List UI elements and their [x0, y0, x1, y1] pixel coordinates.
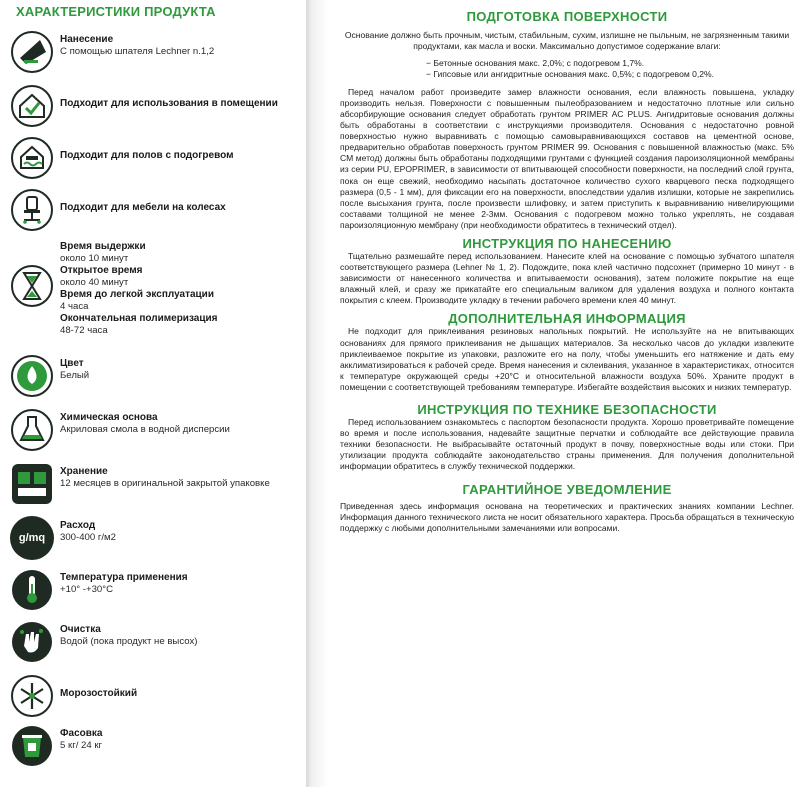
frost-label: Морозостойкий [60, 688, 138, 699]
thermometer-icon [10, 568, 54, 612]
application-label: Нанесение [60, 34, 114, 45]
final-cure-label: Окончательная полимеризация [60, 313, 218, 324]
characteristics-title: ХАРАКТЕРИСТИКИ ПРОДУКТА [16, 4, 216, 19]
indoor-label: Подходит для использования в помещении [60, 98, 278, 109]
heated-floor-icon [10, 136, 54, 180]
consumption-label: Расход [60, 520, 96, 531]
house-check-icon [10, 84, 54, 128]
hand-wash-icon [10, 620, 54, 664]
chairs-label: Подходит для мебели на колесах [60, 202, 226, 213]
hold-time-label: Время выдержки [60, 241, 146, 252]
char-cleaning [10, 620, 306, 668]
snowflake-icon [10, 674, 54, 718]
color-label: Цвет [60, 358, 84, 369]
surface-prep-title: ПОДГОТОВКА ПОВЕРХНОСТИ [466, 9, 668, 24]
cleaning-label: Очистка [60, 624, 101, 635]
bucket-icon [10, 724, 54, 768]
final-cure-value: 48-72 часа [60, 325, 108, 336]
office-chair-icon [10, 188, 54, 232]
char-times [10, 238, 306, 346]
char-chairs [10, 188, 306, 236]
consumption-icon: g/mq [10, 516, 54, 560]
open-time-label: Открытое время [60, 265, 143, 276]
open-time-value: около 40 минут [60, 277, 129, 288]
char-application [10, 30, 306, 78]
flask-icon [10, 408, 54, 452]
additional-info-body: Не подходит для приклеивания резиновых напольных покрытий. Не используйте на не впитывающих основаниях для прямого приклеивания не дышащих материалов. За несколько часов до укладки извлеките приклеиваемое покрытие из упаковки, разложите его на полу, чтобы уменьшить его натяжение и дать ему акклиматизироваться к рабочей среде. Время нанесения и склеивания, указанное в характеристиках, относится к температуре окружающей среды +20°С и относительной влажности воздуха 50%. Храните продукт в помещении с соответствующей требованиям температуре. Избегайте воздействия высоких и низких температур. [340, 326, 794, 392]
trowel-icon [10, 30, 54, 74]
char-color [10, 354, 306, 402]
consumption-value: 300-400 г/м2 [60, 532, 116, 543]
packaging-value: 5 кг/ 24 кг [60, 740, 103, 751]
cleaning-value: Водой (пока продукт не высох) [60, 636, 198, 647]
light-use-value: 4 часа [60, 301, 89, 312]
char-consumption [10, 516, 306, 564]
temperature-label: Температура применения [60, 572, 188, 583]
char-indoor [10, 84, 306, 132]
color-value: Белый [60, 370, 90, 381]
column-divider [306, 0, 328, 787]
warranty-title: ГАРАНТИЙНОЕ УВЕДОМЛЕНИЕ [462, 481, 672, 497]
application-instr-body: Тщательно размешайте перед использованием. Нанесите клей на основание с помощью зубчатого шпателя соответствующего размера (Lehner № 1, 2). Подождите, пока клей частично подсохнет (примерно 10 минут - в зависимости от нанесенного количества и впитываемости основания), затем положите покрытие на еще влажный клей, и сразу же прикатайте его специальным валиком для удаления воздуха и полного контакта покрытия с клеем. Производите укладку в течении рабочего времени клея 40 минут. [340, 251, 794, 306]
safety-title: ИНСТРУКЦИЯ ПО ТЕХНИКЕ БЕЗОПАСНОСТИ [417, 402, 717, 418]
packaging-label: Фасовка [60, 728, 103, 739]
application-instr-title: ИНСТРУКЦИЯ ПО НАНЕСЕНИЮ [462, 236, 672, 251]
list-item: − Бетонные основания макс. 2,0%; с подогревом 1,7%. [426, 58, 645, 69]
hourglass-icon [10, 264, 54, 308]
storage-box-icon [10, 462, 54, 506]
char-underfloor [10, 136, 306, 184]
characteristics-panel [0, 0, 306, 787]
color-drop-icon [10, 354, 54, 398]
chemical-value: Акриловая смола в водной дисперсии [60, 424, 230, 435]
storage-value: 12 месяцев в оригинальной закрытой упаковке [60, 478, 270, 489]
warranty-body: Приведенная здесь информация основана на теоретических и практических знаниях компании Lechner. Информация данного технического листа не носит обязательного характера. Просьба обращаться в техническую поддержку с любыми дополнительными замечаниями или вопросами. [340, 500, 794, 533]
surface-prep-intro: Основание должно быть прочным, чистым, стабильным, сухим, излишне не пыльным, не загрязненным такими продуктами, как масла и воски. Максимально допустимое содержание влаги: [344, 30, 790, 52]
char-temperature [10, 568, 306, 616]
safety-body: Перед использованием ознакомьтесь с паспортом безопасности продукта. Хорошо проветривайте помещение во время и после использования, надевайте защитные перчатки и соблюдайте все действующие правила техники безопасности. Не выбрасывайте остаточный продукт в почву, поверхностные воды или стоки. При утилизации продукта соблюдайте законодательство страны применения. Для получения дополнительной информации обратитесь в службу технической поддержки. [340, 417, 794, 472]
storage-label: Хранение [60, 466, 108, 477]
hold-time-value: около 10 минут [60, 253, 129, 264]
application-value: С помощью шпателя Lechner n.1,2 [60, 46, 215, 57]
moisture-list [426, 58, 800, 81]
char-packaging [10, 724, 306, 772]
char-chemical [10, 408, 306, 456]
light-use-label: Время до легкой эксплуатации [60, 289, 214, 300]
list-item: − Гипсовые или ангидритные основания макс. 0,5%; с подогревом 0,2%. [426, 69, 714, 80]
char-storage [10, 462, 306, 510]
underfloor-label: Подходит для полов с подогревом [60, 150, 234, 161]
instructions-panel [334, 0, 800, 787]
surface-prep-body: Перед началом работ произведите замер влажности основания, если влажность повышена, укладку производить нельзя. Поверхности с повышенным пылеобразованием и недостаточно плотные или сильно абсорбирующие основания следует обработать грунтом PRIMER AC PLUS. Ангидритовые основания должны быть обработаны в соответствии с инструкциями производителя. Основания с недостаточно ровной поверхностью нужно выравнивать с помощью самовыравнивающихся составов на цементной основе, предварительно обработав поверхность грунтом PRIMER 99. Основания с повышенной влажностью (макс. 5% СМ метод) должны быть обработаны подходящими грунтами с функцией создания пароизоляционной мембраны из серии PU, EPOPRIMER, в зависимости от впитывающей способности поверхности, на последний слой грунта, пока он еще свежий, необходимо насыпать достаточное количество сухого кварцевого песка подходящего размера (0,5 - 1 мм), для фиксации его на поверхности, впоследствии удалив излишки, которые не закрепились после высыхания грунта, после произвести шлифовку, и затем приступить к выравниванию нивелирующими составами толщиной не менее 2-3мм. Основания с подогревом можно только укреплять, не создавая пароизоляционную мембрану (при необходимости обратитесь в технический отдел). [340, 86, 794, 230]
chemical-label: Химическая основа [60, 412, 158, 423]
temperature-value: +10° -+30°С [60, 584, 114, 595]
additional-info-title: ДОПОЛНИТЕЛЬНАЯ ИНФОРМАЦИЯ [448, 311, 686, 327]
char-frost [10, 674, 306, 722]
